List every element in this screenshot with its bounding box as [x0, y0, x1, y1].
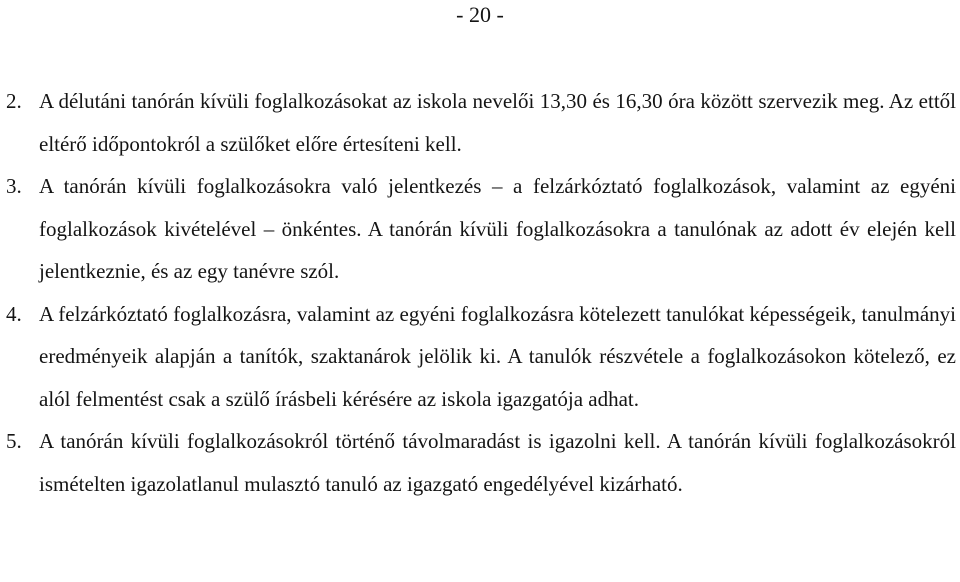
list-item-3 — [6, 165, 956, 293]
page-number: - 20 - — [456, 2, 504, 27]
list-item-number: 5. — [6, 429, 22, 453]
list-item-number: 2. — [6, 89, 22, 113]
list-item-number: 4. — [6, 301, 22, 326]
list-item-number: 3. — [6, 174, 22, 198]
list-item-text: A tanórán kívüli foglalkozásokra való jelentkezés – a felzárkóztató foglalkozások, valamint az egyéni foglalkozások kivételével – önkéntes. A tanórán kívüli foglalkozásokra a tanulónak az adott év elején kell jelentkeznie, és az egy tanévre szól. — [39, 174, 956, 283]
list-item-text: A délutáni tanórán kívüli foglalkozásokat az iskola nevelői 13,30 és 16,30 óra között szervezik meg. Az ettől eltérő időpontokról a szülőket előre értesíteni kell. — [39, 89, 956, 156]
list-item-5 — [6, 420, 956, 505]
list-item-text: A felzárkóztató foglalkozásra, valamint az egyéni foglalkozásra kötelezett tanulókat képességeik, tanulmányi eredményeik alapján a tanítók, szaktanárok jelölik ki. A tanulók részvétele a foglalkozásokon kötelező, ez alól felmentést csak a szülő írásbeli kérésére az iskola igazgatója adhat. — [39, 301, 956, 411]
list-item-4 — [6, 293, 956, 421]
list-item-2 — [6, 80, 956, 165]
list-item-text: A tanórán kívüli foglalkozásokról történő távolmaradást is igazolni kell. A tanórán kívüli foglalkozásokról ismételten igazolatlanul mulasztó tanuló az igazgató engedélyével kizárható. — [39, 429, 956, 496]
numbered-list — [6, 80, 956, 505]
